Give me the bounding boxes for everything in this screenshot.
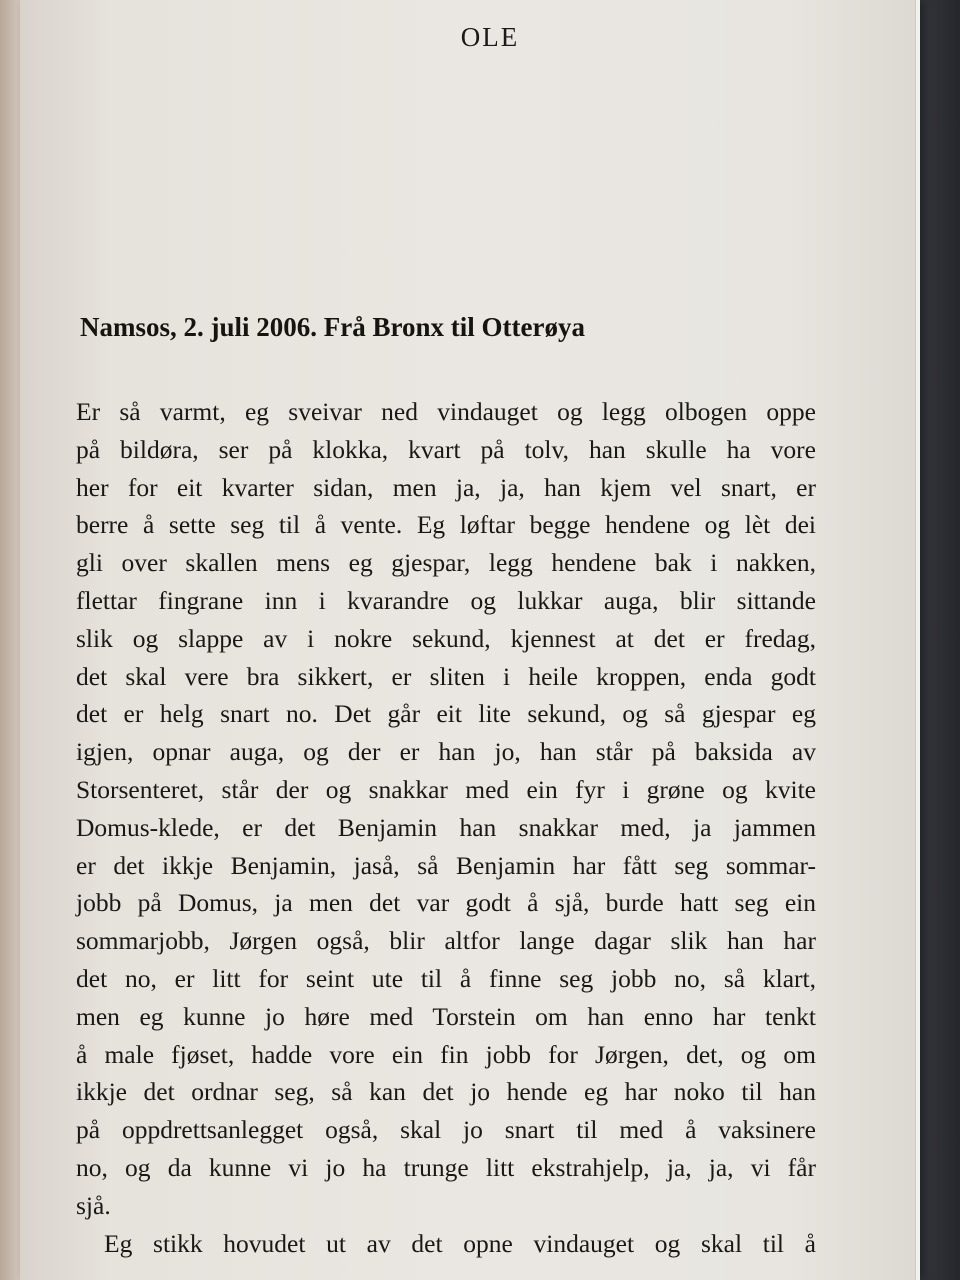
text-line: igjen, opnar auga, og der er han jo, han står på baksida av [76, 737, 816, 767]
text-line: ikkje det ordnar seg, så kan det jo hende eg har noko til han [76, 1077, 816, 1107]
text-line: det no, er litt for seint ute til å finne seg jobb no, så klart, [76, 963, 816, 993]
text-line: å male fjøset, hadde vore ein fin jobb for Jørgen, det, og om [76, 1039, 816, 1069]
text-line: er det ikkje Benjamin, jaså, så Benjamin har fått seg sommar- [76, 850, 816, 880]
text-line: no, og da kunne vi jo ha trunge litt ekstrahjelp, ja, ja, vi får [76, 1152, 816, 1182]
text-line: Storsenteret, står der og snakkar med ein fyr i grøne og kvite [76, 774, 816, 804]
text-line: sommarjobb, Jørgen også, blir altfor lange dagar slik han har [76, 926, 816, 956]
text-line: Domus-klede, er det Benjamin han snakkar med, ja jammen [76, 812, 816, 842]
body-text [76, 393, 816, 1262]
text-line: det skal vere bra sikkert, er sliten i heile kroppen, enda godt [76, 661, 816, 691]
text-line: slik og slappe av i nokre sekund, kjennest at det er fredag, [76, 623, 816, 653]
text-line: Eg stikk hovudet ut av det opne vindauget og skal til å [104, 1228, 816, 1258]
text-line: gli over skallen mens eg gjespar, legg hendene bak i nakken, [76, 548, 816, 578]
page-edge [915, 0, 920, 1280]
text-line: sjå. [76, 1190, 111, 1220]
text-line: det er helg snart no. Det går eit lite sekund, og så gjespar eg [76, 699, 816, 729]
running-head: OLE [460, 22, 520, 52]
text-line: flettar fingrane inn i kvarandre og lukkar auga, blir sittande [76, 585, 816, 615]
text-line: på bildøra, ser på klokka, kvart på tolv, han skulle ha vore [76, 434, 816, 464]
text-line: jobb på Domus, ja men det var godt å sjå, burde hatt seg ein [76, 888, 816, 918]
text-line: på oppdrettsanlegget også, skal jo snart til med å vaksinere [76, 1115, 816, 1145]
text-line: berre å sette seg til å vente. Eg løftar begge hendene og lèt dei [76, 510, 816, 540]
text-line: her for eit kvarter sidan, men ja, ja, han kjem vel snart, er [76, 472, 816, 502]
book-page [20, 0, 920, 1280]
chapter-heading: Namsos, 2. juli 2006. Frå Bronx til Otterøya [80, 312, 585, 342]
text-line: men eg kunne jo høre med Torstein om han enno har tenkt [76, 1001, 816, 1031]
text-line: Er så varmt, eg sveivar ned vindauget og legg olbogen oppe [76, 397, 816, 426]
